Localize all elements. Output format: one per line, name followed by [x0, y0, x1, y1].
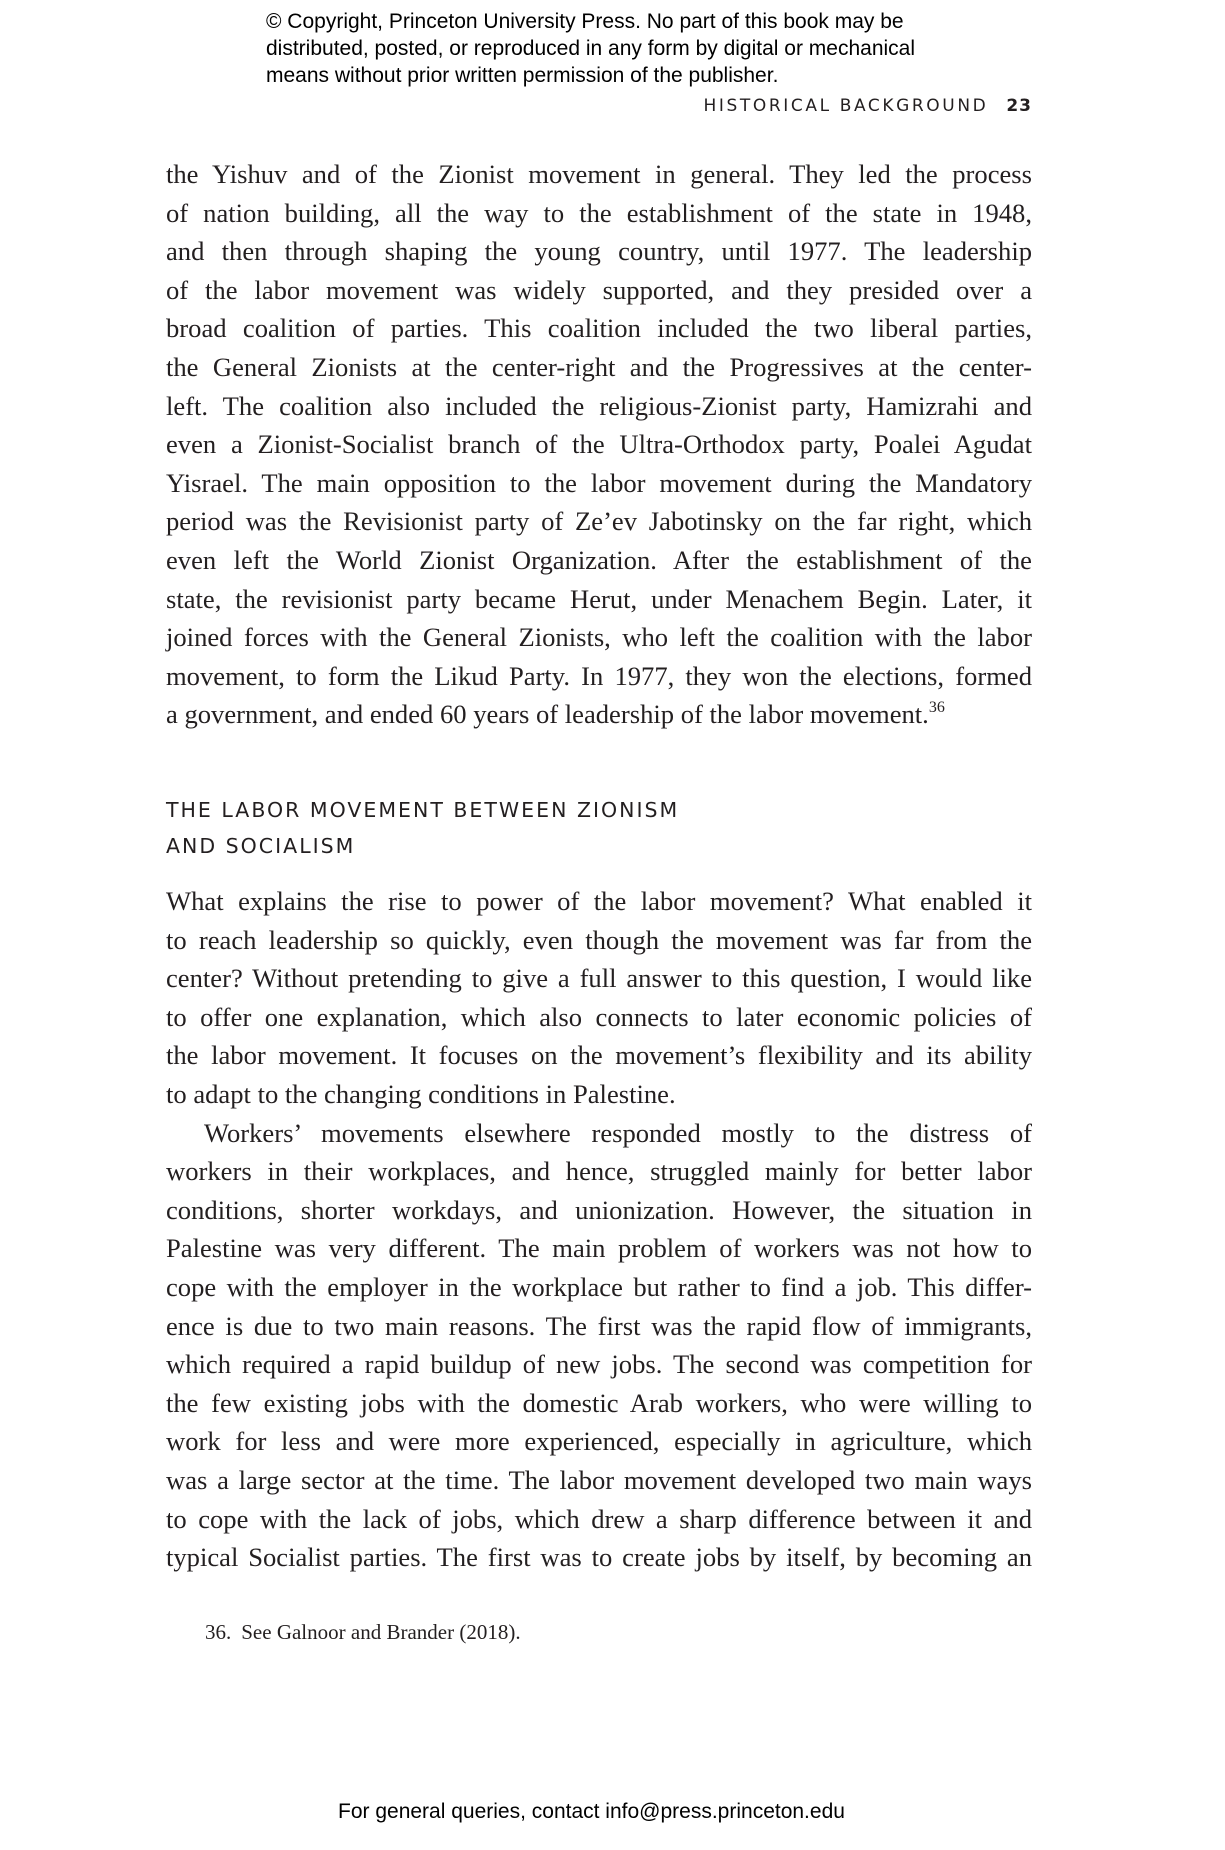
text-line: ence is due to two main reasons. The first was the rapid flow of immigrants,: [166, 1310, 1032, 1341]
section-heading-line: THE LABOR MOVEMENT BETWEEN ZIONISM: [166, 798, 680, 822]
text-line-content: a government, and ended 60 years of leadership of the labor movement.: [166, 699, 929, 730]
section-heading: [166, 792, 679, 864]
footnote-text: See Galnoor and Brander (2018).: [241, 1620, 521, 1644]
text-line: even left the World Zionist Organization. After the establishment of the: [166, 544, 1032, 575]
text-line: the labor movement. It focuses on the movement’s flexibility and its ability: [166, 1040, 1032, 1071]
text-line: period was the Revisionist party of Ze’ev Jabotinsky on the far right, which: [166, 506, 1032, 537]
copyright-line: means without prior written permission of the publisher.: [266, 64, 779, 87]
text-line: broad coalition of parties. This coalition included the two liberal parties,: [166, 313, 1032, 344]
text-line: movement, to form the Likud Party. In 1977, they won the elections, formed: [166, 660, 1032, 691]
paragraph-1: [166, 155, 1032, 734]
text-line: to cope with the lack of jobs, which drew a sharp difference between it and: [166, 1503, 1032, 1534]
text-line: and then through shaping the young country, until 1977. The leadership: [166, 236, 1032, 267]
text-line: state, the revisionist party became Herut, under Menachem Begin. Later, it: [166, 583, 1032, 614]
text-line: typical Socialist parties. The first was to create jobs by itself, by becoming an: [166, 1542, 1032, 1573]
text-line: cope with the employer in the workplace but rather to find a job. This differ-: [166, 1271, 1032, 1302]
copyright-line: © Copyright, Princeton University Press. No part of this book may be: [266, 10, 904, 33]
footer-contact: For general queries, contact info@press.princeton.edu: [338, 1800, 845, 1823]
running-head: [704, 96, 1032, 116]
text-line: which required a rapid buildup of new jobs. The second was competition for: [166, 1349, 1032, 1380]
text-line: center? Without pretending to give a full answer to this question, I would like: [166, 963, 1032, 994]
text-line: even a Zionist-Socialist branch of the Ultra-Orthodox party, Poalei Agudat: [166, 429, 1032, 460]
text-line: work for less and were more experienced, especially in agriculture, which: [166, 1426, 1032, 1457]
text-line: of the labor movement was widely supported, and they presided over a: [166, 274, 1032, 305]
page-number: 23: [1006, 96, 1032, 116]
text-line: What explains the rise to power of the labor movement? What enabled it: [166, 886, 1032, 916]
text-line: to reach leadership so quickly, even though the movement was far from the: [166, 924, 1032, 955]
text-line: to offer one explanation, which also connects to later economic policies of: [166, 1001, 1032, 1032]
footnote: [205, 1620, 521, 1645]
text-line: the few existing jobs with the domestic Arab workers, who were willing to: [166, 1387, 1032, 1418]
footnote-reference[interactable]: 36: [928, 699, 945, 717]
running-head-title: HISTORICAL BACKGROUND: [703, 96, 989, 116]
footnote-number: 36.: [205, 1620, 232, 1644]
text-line: joined forces with the General Zionists, who left the coalition with the labor: [166, 622, 1032, 653]
paragraph-2-3: [166, 882, 1032, 1577]
text-line: the General Zionists at the center-right and the Progressives at the center-: [166, 351, 1032, 382]
text-line: of nation building, all the way to the establishment of the state in 1948,: [166, 197, 1032, 228]
text-line: Workers’ movements elsewhere responded mostly to the distress of: [204, 1117, 1032, 1148]
text-line: conditions, shorter workdays, and unionization. However, the situation in: [166, 1194, 1032, 1225]
text-line: was a large sector at the time. The labor movement developed two main ways: [166, 1464, 1032, 1495]
text-line: the Yishuv and of the Zionist movement in general. They led the process: [166, 159, 1032, 189]
text-line: to adapt to the changing conditions in Palestine.: [166, 1078, 676, 1109]
text-line: workers in their workplaces, and hence, struggled mainly for better labor: [166, 1156, 1032, 1187]
copyright-notice: [266, 8, 986, 89]
text-line: left. The coalition also included the religious-Zionist party, Hamizrahi and: [166, 390, 1032, 421]
section-heading-line: AND SOCIALISM: [166, 834, 356, 858]
text-line: Yisrael. The main opposition to the labor movement during the Mandatory: [166, 467, 1032, 498]
text-line: Palestine was very different. The main problem of workers was not how to: [166, 1233, 1032, 1264]
copyright-line: distributed, posted, or reproduced in any form by digital or mechanical: [266, 37, 916, 60]
text-line: [166, 695, 1032, 734]
